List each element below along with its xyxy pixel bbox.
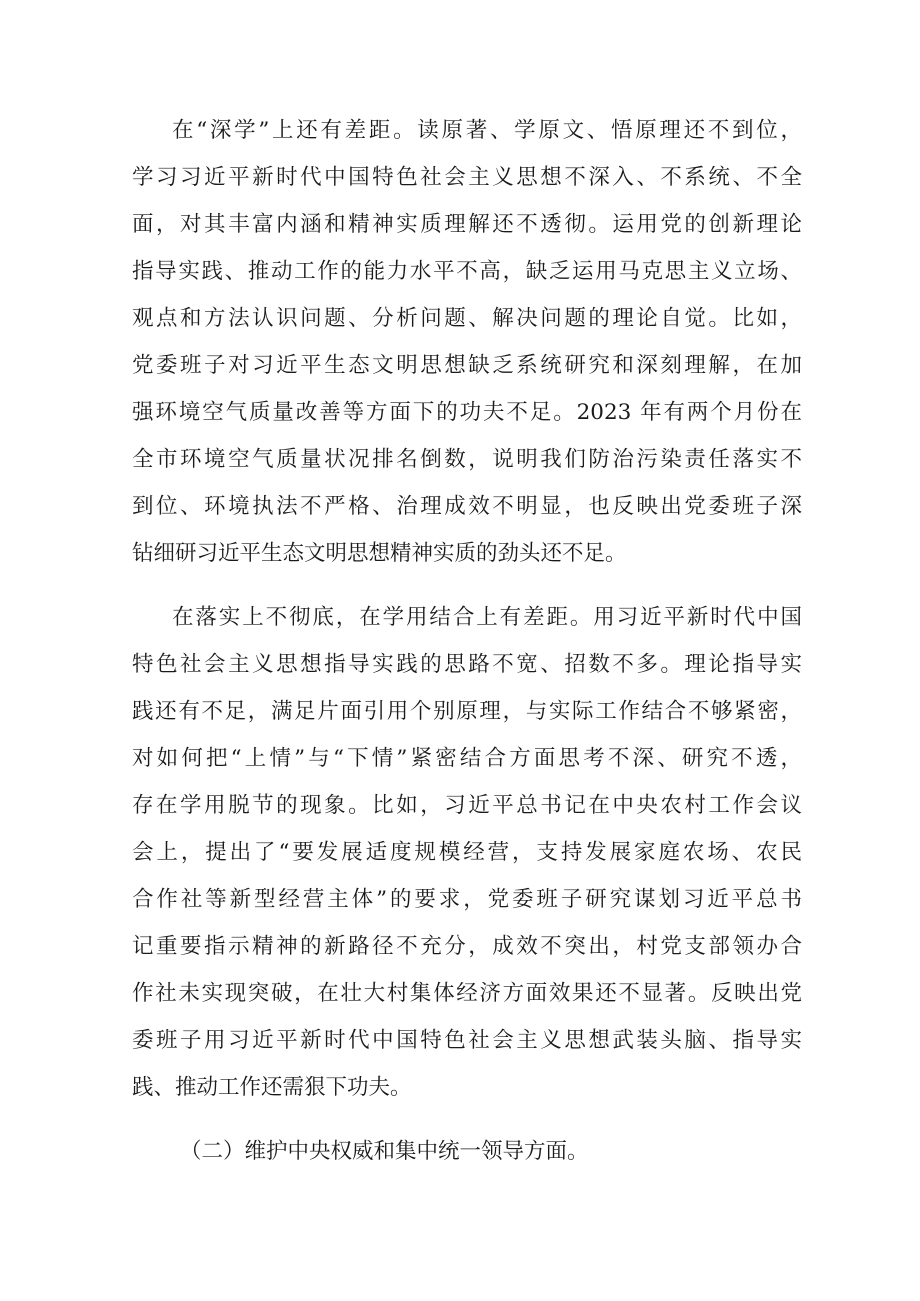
- paragraph-line: 践还有不足，满足片面引用个别原理，与实际工作结合不够紧密，: [132, 699, 802, 724]
- paragraph-line: 在落实上不彻底，在学用结合上有差距。用习近平新时代中国: [172, 605, 802, 630]
- paragraph-line: 会上，提出了“要发展适度规模经营，支持发展家庭农场、农民: [132, 840, 802, 865]
- paragraph-line: 指导实践、推动工作的能力水平不高，缺乏运用马克思主义立场、: [132, 259, 802, 284]
- paragraph-line: 全市环境空气质量状况排名倒数，说明我们防治污染责任落实不: [132, 447, 802, 472]
- paragraph-line: 委班子用习近平新时代中国特色社会主义思想武装头脑、指导实: [132, 1028, 802, 1053]
- paragraph-line: 作社未实现突破，在壮大村集体经济方面效果还不显著。反映出党: [132, 981, 802, 1006]
- paragraph-line: 党委班子对习近平生态文明思想缺乏系统研究和深刻理解，在加: [132, 353, 802, 378]
- paragraph-line: 存在学用脱节的现象。比如，习近平总书记在中央农村工作会议: [132, 793, 802, 818]
- section-heading: （二）维护中央权威和集中统一领导方面。: [180, 1139, 589, 1164]
- paragraph-line: 对如何把“上情”与“下情”紧密结合方面思考不深、研究不透，: [132, 746, 802, 771]
- paragraph-line: 合作社等新型经营主体”的要求，党委班子研究谋划习近平总书: [132, 887, 802, 912]
- paragraph-line: 面，对其丰富内涵和精神实质理解还不透彻。运用党的创新理论: [132, 212, 802, 237]
- paragraph-line: 强环境空气质量改善等方面下的功夫不足。2023 年有两个月份在: [132, 400, 802, 425]
- paragraph-line: 到位、环境执法不严格、治理成效不明显，也反映出党委班子深: [132, 494, 802, 519]
- paragraph-line: 学习习近平新时代中国特色社会主义思想不深入、不系统、不全: [132, 165, 802, 190]
- paragraph-line: 践、推动工作还需狠下功夫。: [132, 1075, 412, 1100]
- paragraph-line: 观点和方法认识问题、分析问题、解决问题的理论自觉。比如，: [132, 306, 802, 331]
- paragraph-line: 钻细研习近平生态文明思想精神实质的劲头还不足。: [132, 541, 627, 566]
- paragraph-line: 记重要指示精神的新路径不充分，成效不突出，村党支部领办合: [132, 934, 802, 959]
- paragraph-line: 特色社会主义思想指导实践的思路不宽、招数不多。理论指导实: [132, 652, 802, 677]
- paragraph-line: 在“深学”上还有差距。读原著、学原文、悟原理还不到位，: [172, 118, 802, 143]
